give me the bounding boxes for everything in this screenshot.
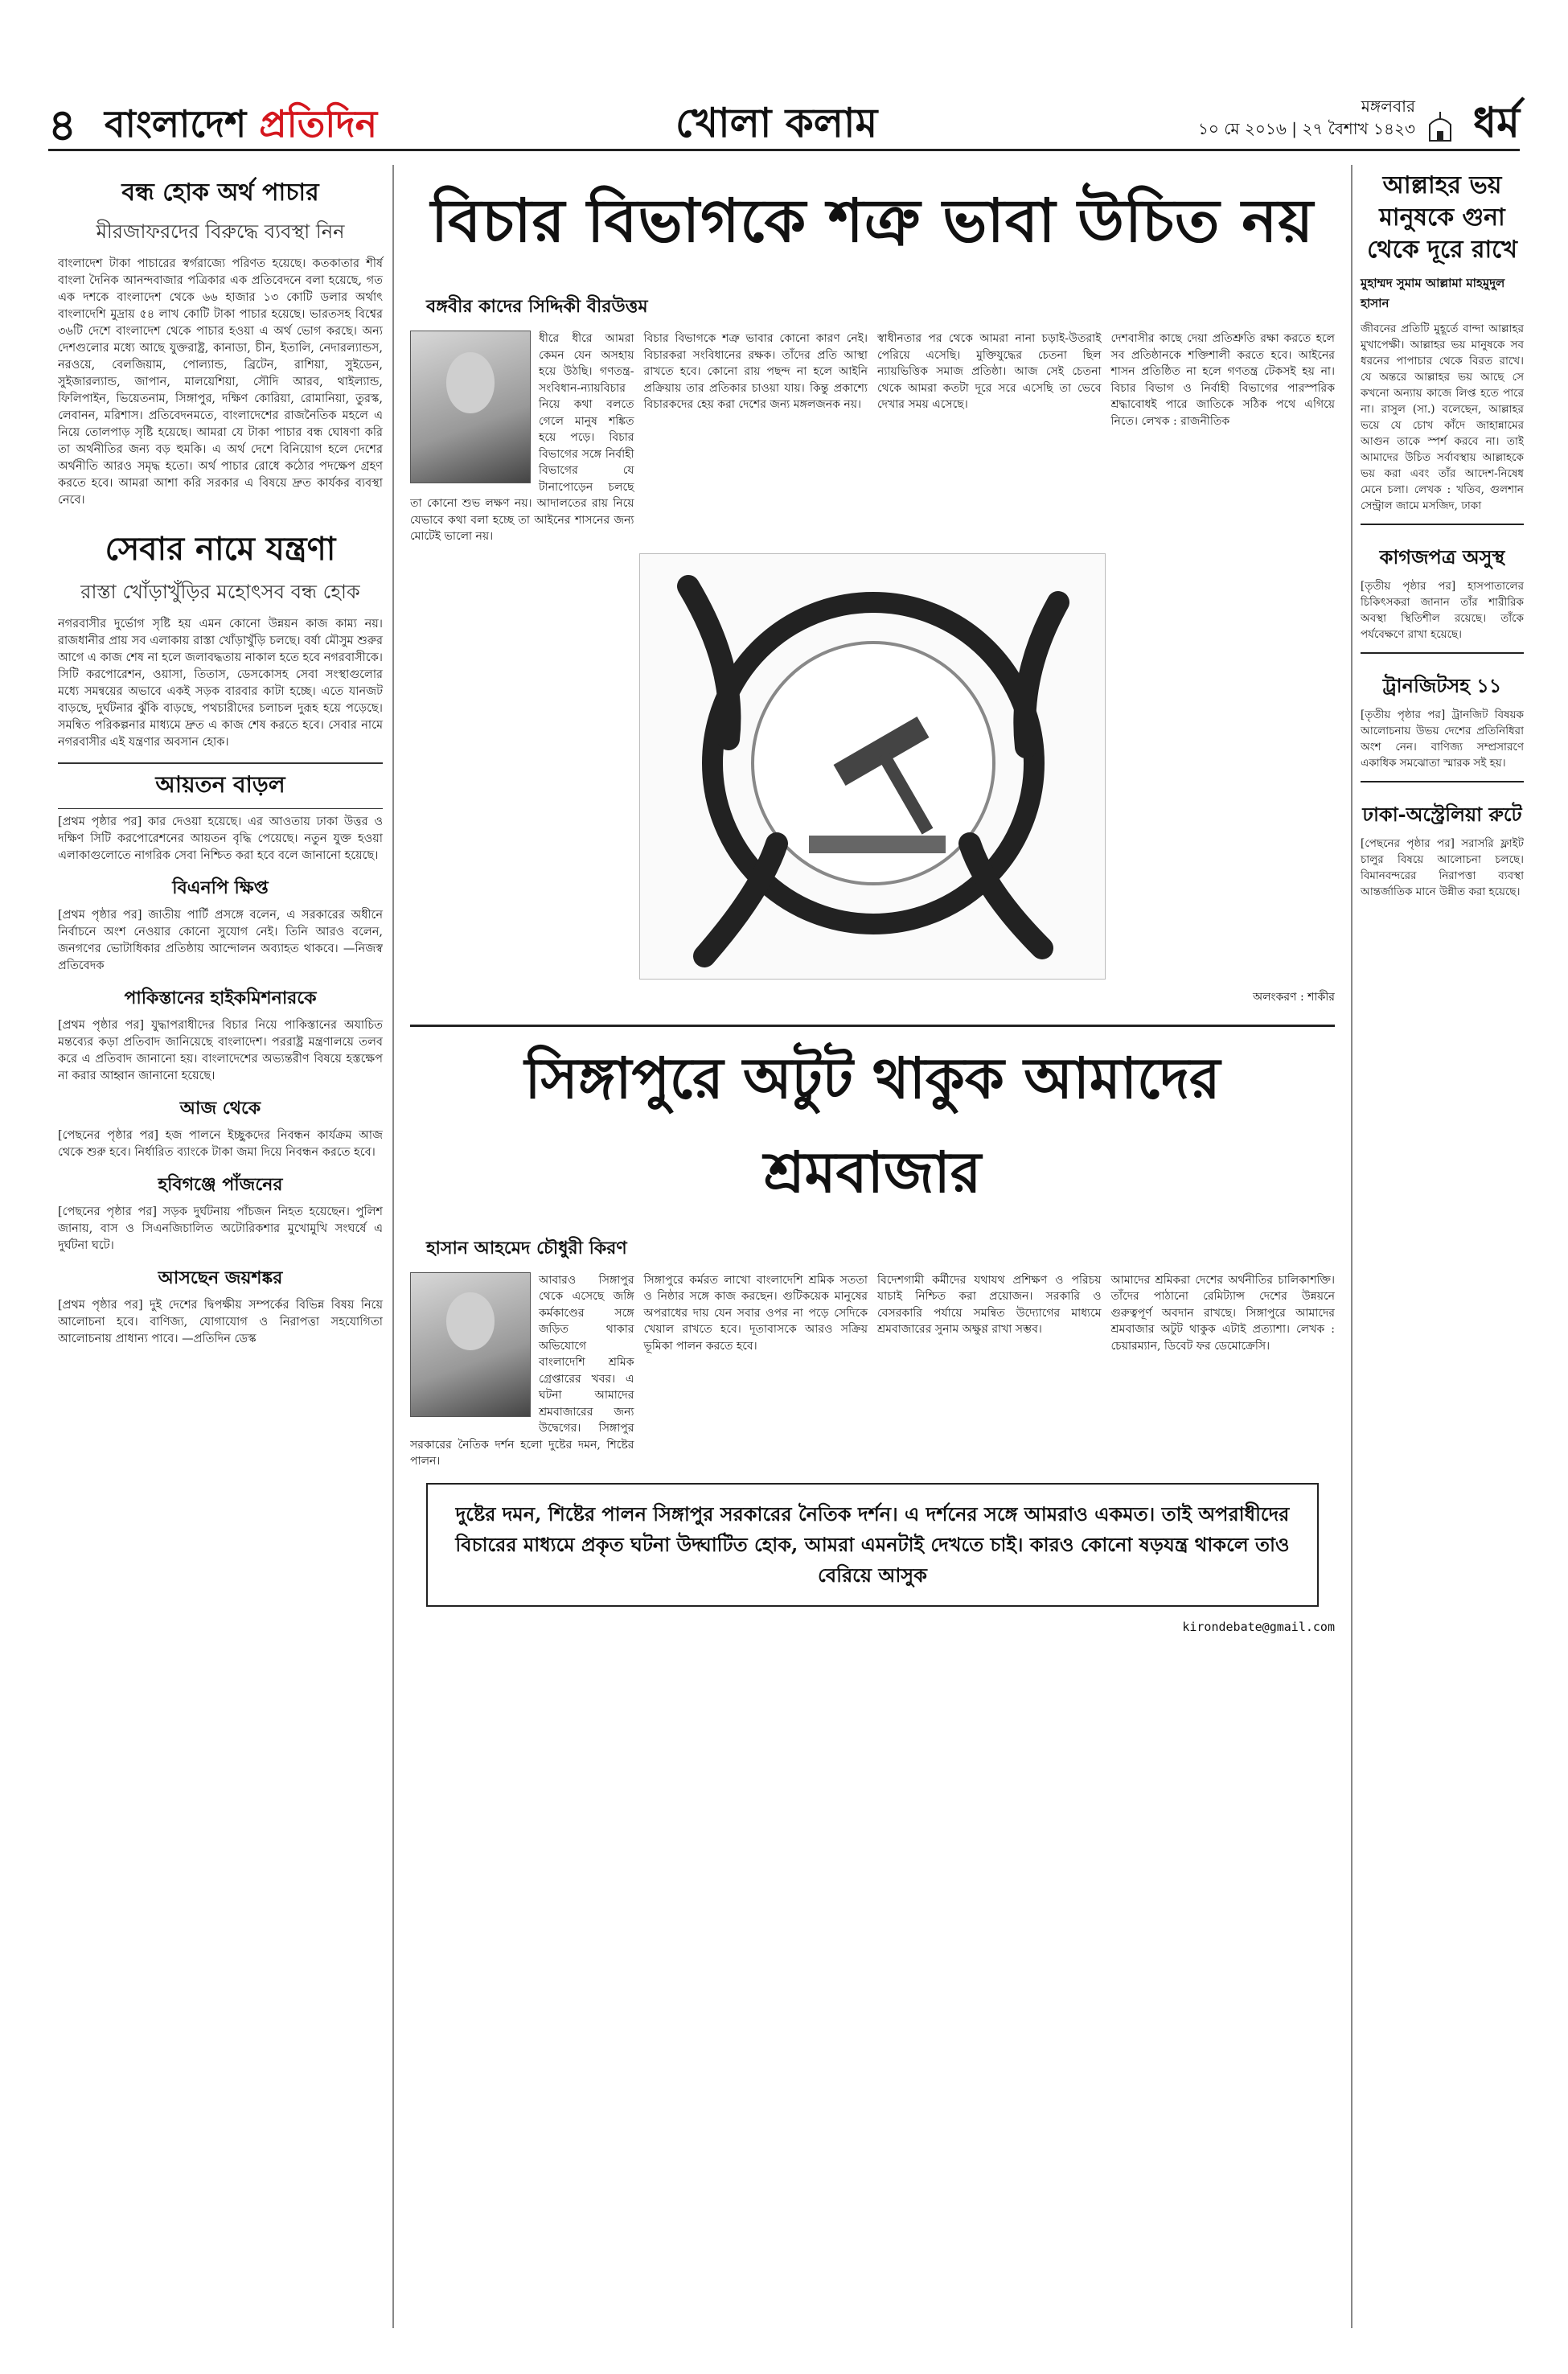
author-photo bbox=[410, 1272, 531, 1417]
article-body: নগরবাসীর দুর্ভোগ সৃষ্টি হয় এমন কোনো উন্নয়ন কাজ কাম্য নয়। রাজধানীর প্রায় সব এলাকায় রাস্তা খোঁড়াখুঁড়ি চলছে। বর্ষা মৌসুম শুরুর আগে এ কাজ শেষ না হলে জলাবদ্ধতায় নাকাল হতে হবে নগরবাসীকে। সিটি করপোরেশন, ওয়াসা, তিতাস, ডেসকোসহ সেবা সংস্থাগুলোর মধ্যে সমন্বয়ের অভাবে একই সড়ক বারবার কাটা হচ্ছে। এতে যানজট বাড়ছে, দুর্ঘটনার ঝুঁকি বাড়ছে, পথচারীদের চলাচল দুরূহ হয়ে পড়েছে। সমন্বিত পরিকল্পনার মাধ্যমে দ্রুত এ কাজ শেষ করতে হবে। সেবার নামে নগরবাসীর এই যন্ত্রণার অবসান হোক। bbox=[58, 618, 383, 749]
page-number: ৪ bbox=[48, 100, 77, 150]
news-body: [প্রথম পৃষ্ঠার পর] কার দেওয়া হয়েছে। এর আওতায় ঢাকা উত্তর ও দক্ষিণ সিটি করপোরেশনের আয়তন বৃদ্ধি পেয়েছে। নতুন যুক্ত হওয়া এলাকাগুলোতে নাগরিক সেবা নিশ্চিত করা হবে বলে জানানো হয়েছে। bbox=[58, 815, 383, 862]
news-body: [পেছনের পৃষ্ঠার পর] হজ পালনে ইচ্ছুকদের নিবন্ধন কার্যক্রম আজ থেকে শুরু হবে। নির্ধারিত ব্যাংকে টাকা জমা দিয়ে নিবন্ধন করতে হবে। bbox=[58, 1129, 383, 1159]
date-block bbox=[1174, 95, 1415, 140]
article-body: বিদেশগামী কর্মীদের যথাযথ প্রশিক্ষণ ও পরিচয় যাচাই নিশ্চিত করা প্রয়োজন। সরকারি ও বেসরকারি পর্যায়ে সমন্বিত উদ্যোগের মাধ্যমে শ্রমবাজারের সুনাম অক্ষুণ্ণ রাখা সম্ভব। bbox=[877, 1273, 1102, 1336]
news-title: আসছেন জয়শঙ্কর bbox=[158, 1267, 283, 1288]
news-title: আজ থেকে bbox=[179, 1098, 261, 1119]
brand-logo bbox=[105, 97, 377, 158]
author-photo bbox=[410, 331, 531, 483]
illustration-credit: অলংকরণ : শাকীর bbox=[1252, 990, 1335, 1004]
news-title: হবিগঞ্জে পাঁজনের bbox=[158, 1174, 283, 1195]
news-title: কাগজপত্র অসুস্থ bbox=[1379, 545, 1505, 569]
article-body: দেশবাসীর কাছে দেয়া প্রতিশ্রুতি রক্ষা করতে হলে সব প্রতিষ্ঠানকে শক্তিশালী করতে হবে। আইনের শাসন প্রতিষ্ঠিত না হলে গণতন্ত্র টেকসই হয় না। বিচার বিভাগ ও নির্বাহী বিভাগের পারস্পরিক শ্রদ্ধাবোধই পারে জাতিকে সঠিক পথে এগিয়ে নিতে। লেখক : রাজনীতিক bbox=[1110, 332, 1335, 428]
news-title: ট্রানজিটসহ ১১ bbox=[1382, 674, 1502, 697]
news-title: পাকিস্তানের হাইকমিশনারকে bbox=[124, 988, 317, 1008]
second-headline: সিঙ্গাপুরে অটুট থাকুক আমাদের শ্রমবাজার bbox=[524, 1044, 1221, 1205]
section-title: খোলা কলাম bbox=[675, 99, 878, 146]
news-box bbox=[1361, 524, 1524, 643]
mosque-icon bbox=[1426, 110, 1454, 142]
article-body: আবারও সিঙ্গাপুর থেকে এসেছে জঙ্গি কর্মকাণ্ডের সঙ্গে জড়িত থাকার অভিযোগে বাংলাদেশি শ্রমিক গ্রেপ্তারের খবর। এ ঘটনা আমাদের শ্রমবাজারের জন্য উদ্বেগের। সিঙ্গাপুর সরকারের নৈতিক দর্শন হলো দুষ্টের দমন, শিষ্টের পালন। bbox=[410, 1273, 634, 1468]
day-label: মঙ্গলবার bbox=[1361, 97, 1415, 116]
article-divider bbox=[410, 1025, 1335, 1027]
dharma-title: ধর্ম bbox=[1472, 98, 1520, 147]
news-body: [পেছনের পৃষ্ঠার পর] সড়ক দুর্ঘটনায় পাঁচজন নিহত হয়েছেন। পুলিশ জানায়, বাস ও সিএনজিচালিত অটোরিকশার মুখোমুখি সংঘর্ষে এ দুর্ঘটনা ঘটে। bbox=[58, 1205, 383, 1252]
news-body: [পেছনের পৃষ্ঠার পর] সরাসরি ফ্লাইট চালুর বিষয়ে আলোচনা চলছে। বিমানবন্দরের নিরাপত্তা ব্যবস্থা আন্তর্জাতিক মানে উন্নীত করা হয়েছে। bbox=[1361, 837, 1524, 898]
news-box bbox=[1361, 781, 1524, 900]
article-body: বাংলাদেশ টাকা পাচারের স্বর্গরাজ্যে পরিণত হয়েছে। কতকাতার শীর্ষ বাংলা দৈনিক আনন্দবাজার পত্রিকার এক প্রতিবেদনে বলা হয়েছে, গত এক দশকে বাংলাদেশ থেকে ৬৬ হাজার ১৩ কোটি ডলার অর্থাৎ বাংলাদেশি মুদ্রায় ৫৪ লাখ কোটি টাকা পাচার হয়েছে। ভারতসহ বিশ্বের ৩৬টি দেশে বাংলাদেশ থেকে পাচার হওয়া এ অর্থ ভোগ করছে। অন্য দেশগুলোর মধ্যে আছে যুক্তরাষ্ট্র, কানাডা, চীন, ইতালি, নেদারল্যান্ডস, নরওয়ে, বেলজিয়াম, পোল্যান্ড, ব্রিটেন, রাশিয়া, সুইডেন, সুইজারল্যান্ড, জাপান, মালয়েশিয়া, সৌদি আরব, থাইল্যান্ড, ফিলিপাইন, ভিয়েতনাম, সিঙ্গাপুর, দক্ষিণ কোরিয়া, রোমানিয়া, তুরস্ক, লেবানন, মরিশাস। প্রতিবেদনমতে, বাংলাদেশের রাজনৈতিক মহলে এ নিয়ে তোলপাড় সৃষ্টি হয়েছে। আমরা যে টাকা পাচার বন্ধ ঘোষণা করি তা অর্থনীতির জন্য বড় হুমকি। এ অর্থ দেশে বিনিয়োগ হলে দেশের অর্থনীতি আরও সমৃদ্ধ হতো। অর্থ পাচার রোধে কঠোর পদক্ষেপ গ্রহণ করতে হবে। আমরা আশা করি সরকার এ বিষয়ে দ্রুত কার্যকর ব্যবস্থা নেবে। bbox=[58, 257, 383, 507]
pull-quote: দুষ্টের দমন, শিষ্টের পালন সিঙ্গাপুর সরকারের নৈতিক দর্শন। এ দর্শনের সঙ্গে আমরাও একমত। তাই অপরাধীদের বিচারের মাধ্যমে প্রকৃত ঘটনা উদ্ঘাটিত হোক, আমরা এমনটাই দেখতে চাই। কারও কোনো ষড়যন্ত্র থাকলে তাও বেরিয়ে আসুক bbox=[426, 1483, 1319, 1607]
article-title: সেবার নামে যন্ত্রণা bbox=[105, 530, 336, 568]
masthead bbox=[48, 88, 1520, 151]
article-column bbox=[410, 331, 634, 545]
article-title: বন্ধ হোক অর্থ পাচার bbox=[121, 179, 319, 207]
news-title: আয়তন বাড়ল bbox=[58, 762, 383, 809]
news-body: [তৃতীয় পৃষ্ঠার পর] ট্রানজিট বিষয়ক আলোচনায় উভয় দেশের প্রতিনিধিরা অংশ নেন। বাণিজ্য সম্প্রসারণে একাধিক সমঝোতা স্মারক সই হয়। bbox=[1361, 709, 1524, 770]
article-body: সিঙ্গাপুরে কর্মরত লাখো বাংলাদেশি শ্রমিক সততা ও নিষ্ঠার সঙ্গে কাজ করছেন। গুটিকয়েক মানুষের অপরাধের দায় যেন সবার ওপর না পড়ে সেদিকে খেয়াল রাখতে হবে। দূতাবাসকে আরও সক্রিয় ভূমিকা পালন করতে হবে। bbox=[643, 1273, 868, 1353]
news-body: [প্রথম পৃষ্ঠার পর] দুই দেশের দ্বিপক্ষীয় সম্পর্কের বিভিন্ন বিষয় নিয়ে আলোচনা হবে। বাণিজ্য, যোগাযোগ ও নিরাপত্তা সহযোগিতা আলোচনায় প্রাধান্য পাবে। —প্রতিদিন ডেস্ক bbox=[58, 1299, 383, 1345]
dharma-section bbox=[1426, 90, 1520, 160]
news-box bbox=[1361, 652, 1524, 771]
justice-illustration bbox=[640, 554, 1106, 980]
author-email[interactable]: kirondebate@gmail.com bbox=[1182, 1619, 1335, 1634]
article-column bbox=[410, 1272, 634, 1470]
article-body: বিচার বিভাগকে শত্রু ভাবার কোনো কারণ নেই। বিচারকরা সংবিধানের রক্ষক। তাঁদের প্রতি আস্থা রাখতে হবে। কোনো রায় পছন্দ না হলে আইনি প্রক্রিয়ায় তার প্রতিকার চাওয়া যায়। কিন্তু প্রকাশ্যে বিচারকদের হেয় করা দেশের জন্য মঙ্গলজনক নয়। bbox=[643, 332, 868, 411]
article-subtitle: রাস্তা খোঁড়াখুঁড়ির মহোৎসব বন্ধ হোক bbox=[80, 581, 360, 603]
news-title: বিএনপি ক্ষিপ্ত bbox=[172, 877, 269, 898]
article-body: জীবনের প্রতিটি মুহূর্তে বান্দা আল্লাহর মুখাপেক্ষী। আল্লাহর ভয় মানুষকে সব ধরনের পাপাচার থেকে বিরত রাখে। যে অন্তরে আল্লাহর ভয় আছে সে কখনো অন্যায় কাজে লিপ্ত হতে পারে না। রাসুল (সা.) বলেছেন, আল্লাহর ভয়ে যে চোখ কাঁদে জাহান্নামের আগুন তাকে স্পর্শ করবে না। তাই আমাদের উচিত সর্বাবস্থায় আল্লাহকে ভয় করা এবং তাঁর আদেশ-নিষেধ মেনে চলা। লেখক : খতিব, গুলশান সেন্ট্রাল জামে মসজিদ, ঢাকা bbox=[1361, 322, 1524, 512]
news-body: [তৃতীয় পৃষ্ঠার পর] হাসপাতালের চিকিৎসকরা জানান তাঁর শারীরিক অবস্থা স্থিতিশীল রয়েছে। তাঁকে পর্যবেক্ষণে রাখা হয়েছে। bbox=[1361, 580, 1524, 641]
author-name: মুহাম্মদ সুমাম আল্লামা মাহমুদুল হাসান bbox=[1361, 276, 1505, 310]
author-name: হাসান আহমেদ চৌধুরী কিরণ bbox=[426, 1237, 627, 1259]
news-body: [প্রথম পৃষ্ঠার পর] জাতীয় পার্টি প্রসঙ্গে বলেন, এ সরকারের অধীনে নির্বাচনে অংশ নেওয়ার কোনো সুযোগ নেই। তিনি আরও বলেন, জনগণের ভোটাধিকার প্রতিষ্ঠায় আন্দোলন অব্যাহত থাকবে। —নিজস্ব প্রতিবেদক bbox=[58, 909, 383, 972]
article-subtitle: মীরজাফরদের বিরুদ্ধে ব্যবস্থা নিন bbox=[96, 220, 345, 243]
article-columns bbox=[410, 1272, 1335, 1470]
right-column bbox=[1351, 165, 1524, 2328]
brand-name-accent: প্রতিদিন bbox=[259, 102, 378, 146]
brand-name: বাংলাদেশ bbox=[105, 102, 247, 146]
left-column bbox=[58, 165, 394, 2328]
illustration bbox=[639, 553, 1106, 980]
main-column bbox=[410, 165, 1335, 2328]
author-name: বঙ্গবীর কাদের সিদ্দিকী বীরউত্তম bbox=[426, 296, 648, 317]
article-body: ধীরে ধীরে আমরা কেমন যেন অসহায় হয়ে উঠছি। গণতন্ত্র-সংবিধান-ন্যায়বিচার নিয়ে কথা বলতে গেলে মানুষ শঙ্কিত হয়ে পড়ে। বিচার বিভাগের সঙ্গে নির্বাহী বিভাগের যে টানাপোড়েন চলছে তা কোনো শুভ লক্ষণ নয়। আদালতের রায় নিয়ে যেভাবে কথা বলা হচ্ছে তা আইনের শাসনের জন্য মোটেই ভালো নয়। bbox=[410, 332, 634, 543]
article-body: আমাদের শ্রমিকরা দেশের অর্থনীতির চালিকাশক্তি। তাঁদের পাঠানো রেমিট্যান্স দেশের উন্নয়নে গুরুত্বপূর্ণ অবদান রাখছে। সিঙ্গাপুরে আমাদের শ্রমবাজার অটুট থাকুক এটাই প্রত্যাশা। লেখক : চেয়ারম্যান, ডিবেট ফর ডেমোক্রেসি। bbox=[1110, 1273, 1335, 1353]
article-body: স্বাধীনতার পর থেকে আমরা নানা চড়াই-উতরাই পেরিয়ে এসেছি। মুক্তিযুদ্ধের চেতনা ছিল ন্যায়ভিত্তিক সমাজ প্রতিষ্ঠা। আজ সেই চেতনা থেকে আমরা কতটা দূরে সরে এসেছি তা ভেবে দেখার সময় এসেছে। bbox=[877, 332, 1102, 411]
main-headline: বিচার বিভাগকে শত্রু ভাবা উচিত নয় bbox=[430, 187, 1315, 256]
religion-headline: আল্লাহর ভয় মানুষকে গুনা থেকে দূরে রাখে bbox=[1367, 171, 1517, 264]
news-body: [প্রথম পৃষ্ঠার পর] যুদ্ধাপরাধীদের বিচার নিয়ে পাকিস্তানের অযাচিত মন্তব্যের কড়া প্রতিবাদ জানিয়েছে বাংলাদেশ। পররাষ্ট্র মন্ত্রণালয়ে তলব করে এ প্রতিবাদ জানানো হয়। বাংলাদেশের অভ্যন্তরীণ বিষয়ে হস্তক্ষেপ না করার আহ্বান জানানো হয়েছে। bbox=[58, 1019, 383, 1082]
date-label: ১০ মে ২০১৬ | ২৭ বৈশাখ ১৪২৩ bbox=[1197, 119, 1415, 138]
news-title: ঢাকা-অস্ট্রেলিয়া রুটে bbox=[1362, 803, 1522, 826]
article-columns bbox=[410, 331, 1335, 545]
